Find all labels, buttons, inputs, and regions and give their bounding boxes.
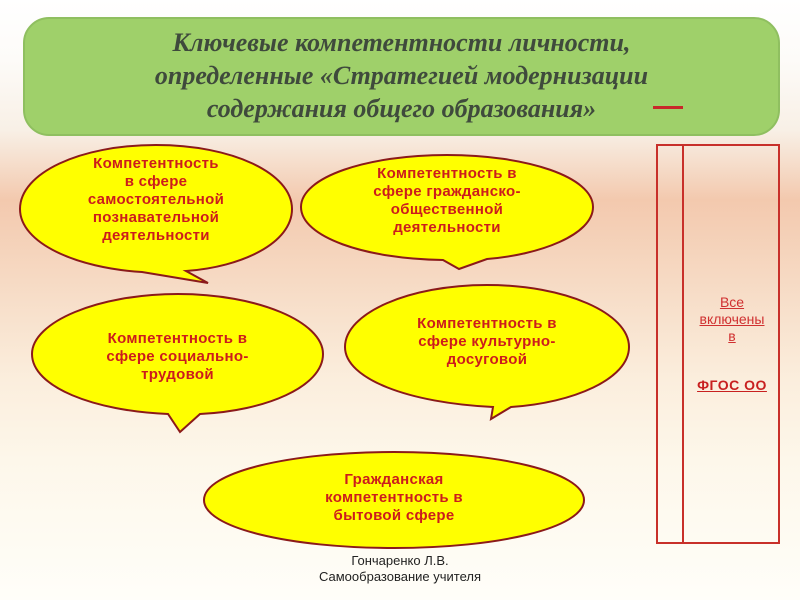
bubble-label: Компетентность в сфере культурно- досуговой	[417, 315, 557, 368]
bubble-label: Компетентность в сфере самостоятельной познавательной деятельности	[87, 155, 225, 244]
bubble-cultural-leisure-competence	[343, 283, 631, 411]
title-banner	[23, 17, 780, 136]
side-panel-text[interactable]: Все включены в	[699, 294, 765, 344]
footer-author: Гончаренко Л.В. Самообразование учителя	[318, 553, 481, 584]
bubble-household-civic-competence	[202, 450, 586, 550]
bubble-civic-social-competence	[299, 153, 595, 263]
bubble-label: Гражданская компетентность в бытовой сфере	[325, 471, 463, 524]
bubble-label: Компетентность в сфере социально- трудовой	[106, 330, 249, 383]
side-panel-link[interactable]: ФГОС ОО	[697, 377, 767, 393]
bubble-social-labor-competence	[30, 292, 325, 417]
title-underline-mark	[653, 106, 683, 109]
bubble-cognitive-competence	[18, 143, 294, 275]
bubble-label: Компетентность в сфере гражданско- общественной деятельности	[373, 165, 521, 236]
page-title: Ключевые компетентности личности, определенные «Стратегией модернизации содержания общего образования»	[154, 28, 649, 123]
